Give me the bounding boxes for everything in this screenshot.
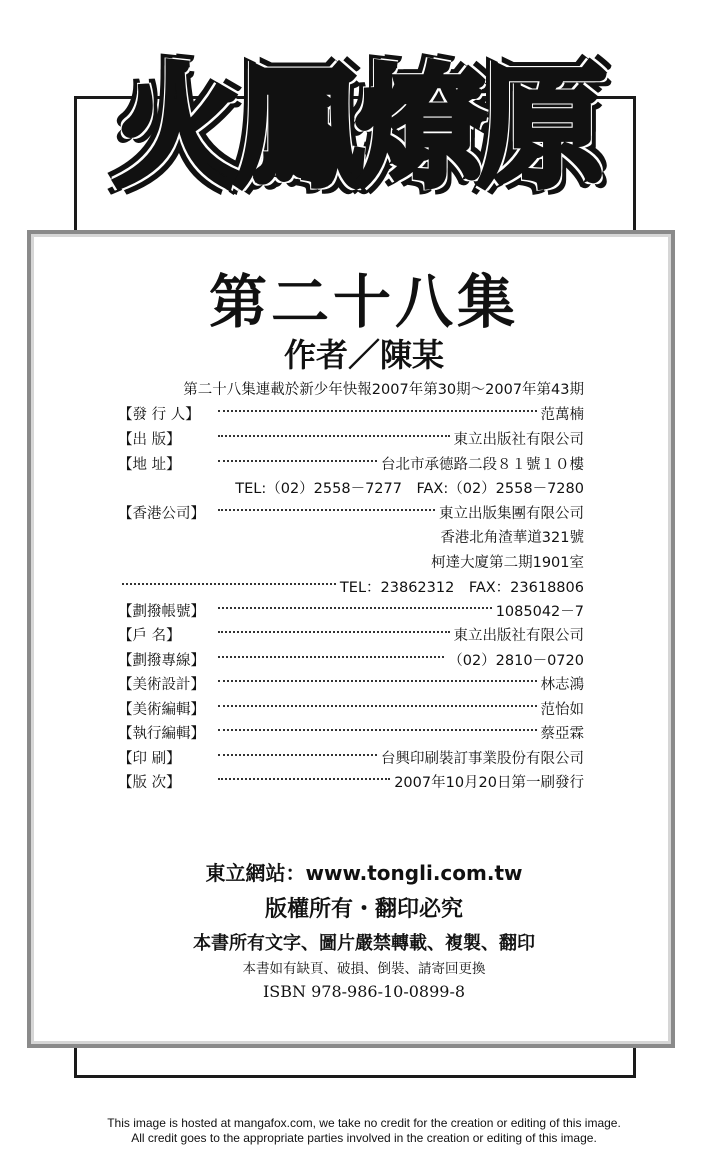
- website-line: 東立網站：www.tongli.com.tw: [205, 861, 523, 885]
- host-credit: [0, 1116, 728, 1146]
- row-label: 【美術編輯】: [118, 701, 205, 718]
- row-label: 【地 址】: [118, 456, 181, 473]
- row-value: 台北市承德路二段８１號１０樓: [381, 456, 584, 473]
- dot-leader: [218, 754, 377, 756]
- info-row-publisher: [118, 402, 584, 424]
- serialization-line: 第二十八集連載於新少年快報2007年第30期～2007年第43期: [183, 382, 584, 398]
- dot-leader: [218, 631, 450, 633]
- row-value: （02）2810－0720: [448, 652, 584, 669]
- hk-tel-line: [118, 575, 584, 597]
- row-value: 范怡如: [540, 701, 584, 718]
- isbn-line: ISBN 978-986-10-0899-8: [262, 982, 466, 1001]
- row-label: 【發 行 人】: [118, 406, 200, 423]
- row-value: 東立出版社有限公司: [453, 627, 584, 644]
- dot-leader: [218, 680, 537, 682]
- dot-leader: [218, 778, 390, 780]
- row-label: 【戶 名】: [118, 627, 181, 644]
- dot-leader: [218, 656, 444, 658]
- info-row-art-editor: [118, 697, 584, 719]
- info-row-art-design: [118, 672, 584, 694]
- author-line: 作者／陳某: [283, 336, 444, 374]
- volume-title: 第二十八集: [208, 268, 519, 336]
- hk-address-line-2: 柯達大廈第二期1901室: [431, 555, 584, 571]
- info-row-printing: [118, 746, 584, 768]
- tel-fax-line: TEL:（02）2558－7277 FAX:（02）2558－7280: [235, 481, 584, 497]
- copyright-line: 版權所有・翻印必究: [264, 896, 463, 922]
- dot-leader: [218, 410, 537, 412]
- host-credit-line-1: This image is hosted at mangafox.com, we take no credit for the creation or editing of this image.: [107, 1116, 621, 1130]
- reprint-notice: 本書所有文字、圖片嚴禁轉載、複製、翻印: [193, 933, 535, 954]
- host-credit-line-2: All credit goes to the appropriate parties involved in the creation or editing of this image.: [131, 1131, 597, 1145]
- row-label: 【出 版】: [118, 431, 181, 448]
- dot-leader: [122, 583, 336, 585]
- row-value: 1085042－7: [495, 603, 584, 620]
- hk-tel-value: TEL：23862312 FAX：23618806: [339, 579, 584, 596]
- hk-address-line-1: 香港北角渣華道321號: [440, 530, 584, 546]
- dot-leader: [218, 435, 450, 437]
- row-value: 東立出版集團有限公司: [439, 505, 584, 522]
- row-label: 【版 次】: [118, 774, 181, 791]
- row-label: 【劃撥專線】: [118, 652, 205, 669]
- row-value: 2007年10月20日第一刷發行: [394, 774, 584, 791]
- row-label: 【美術設計】: [118, 676, 205, 693]
- row-label: 【劃撥帳號】: [118, 603, 205, 620]
- info-row-address: [118, 452, 584, 474]
- dot-leader: [218, 509, 435, 511]
- row-label: 【印 刷】: [118, 750, 181, 767]
- dot-leader: [218, 460, 377, 462]
- row-value: 東立出版社有限公司: [453, 431, 584, 448]
- return-notice: 本書如有缺頁、破損、倒裝、請寄回更換: [242, 961, 486, 977]
- dot-leader: [218, 607, 492, 609]
- row-value: 林志鴻: [540, 676, 584, 693]
- info-row-hk-company: [118, 501, 584, 523]
- info-row-account-name: [118, 623, 584, 645]
- info-row-publishing: [118, 427, 584, 449]
- row-value: 台興印刷裝訂事業股份有限公司: [381, 750, 584, 767]
- info-row-hotline: [118, 648, 584, 670]
- info-row-edition: [118, 770, 584, 792]
- series-title: 火鳳燎原: [112, 52, 600, 206]
- row-label: 【香港公司】: [118, 505, 205, 522]
- dot-leader: [218, 729, 537, 731]
- info-row-exec-editor: [118, 721, 584, 743]
- dot-leader: [218, 705, 537, 707]
- row-value: 蔡亞霖: [540, 725, 584, 742]
- info-row-account: [118, 599, 584, 621]
- row-label: 【執行編輯】: [118, 725, 205, 742]
- row-value: 范萬楠: [540, 406, 584, 423]
